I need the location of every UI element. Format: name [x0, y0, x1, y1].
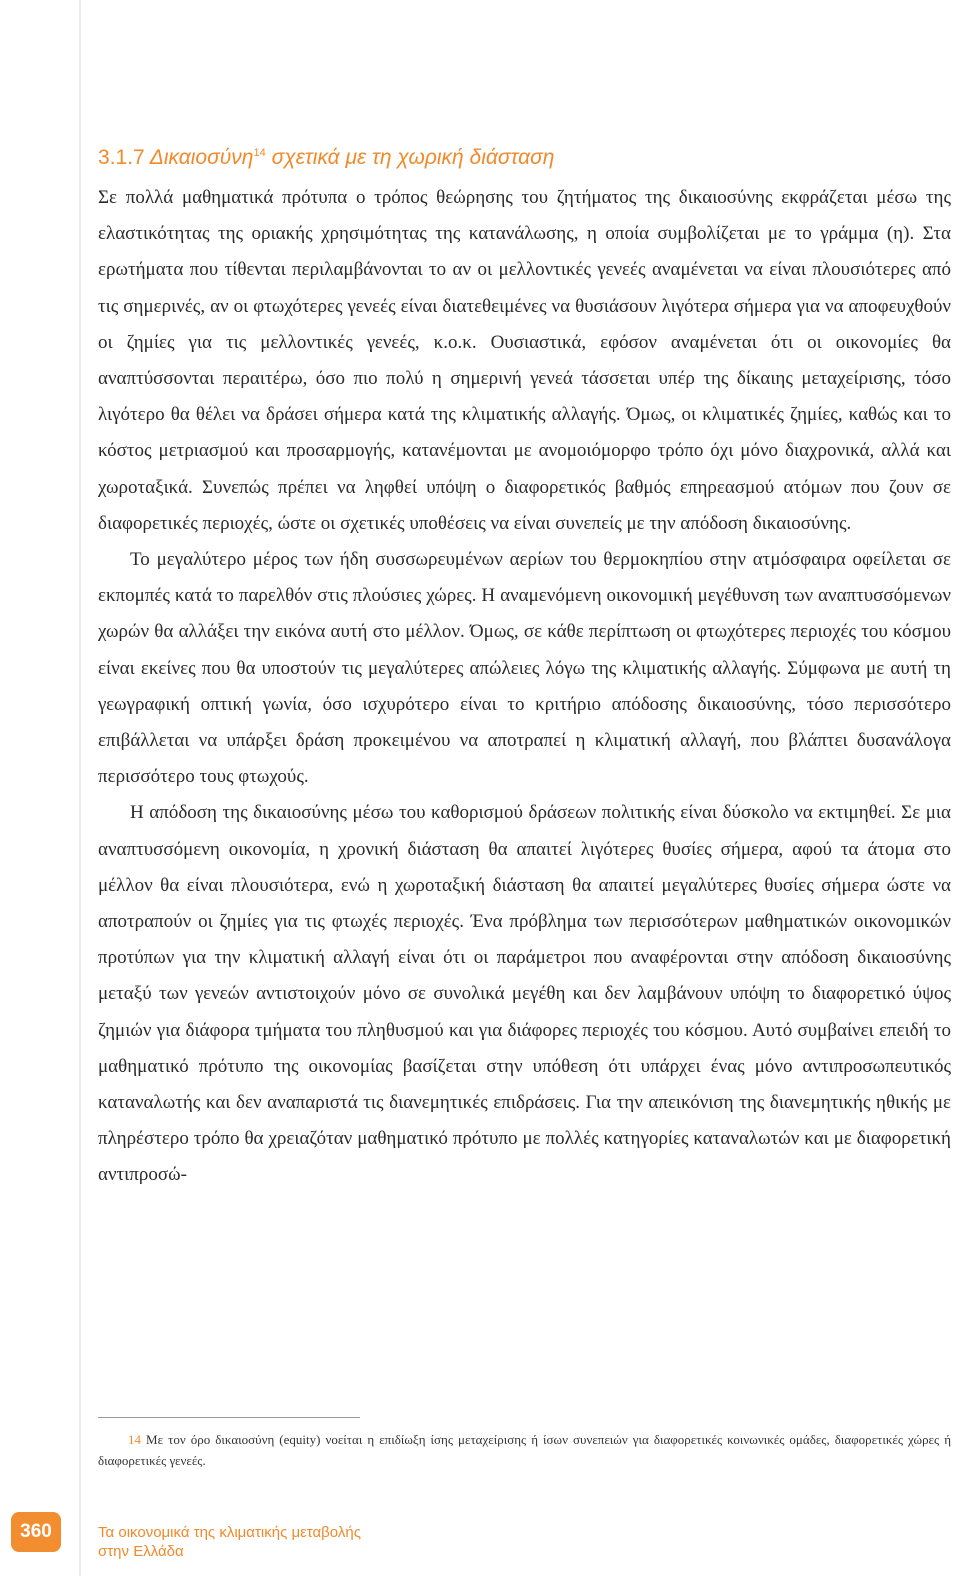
margin-rule [79, 0, 81, 1576]
book-title [98, 1523, 361, 1561]
section-title: Δικαιοσύνη [149, 146, 254, 169]
footnote-ref[interactable]: 14 [253, 147, 266, 159]
section-number: 3.1.7 [98, 146, 145, 169]
paragraph-1: Σε πολλά μαθηματικά πρότυπα ο τρόπος θεώρησης του ζητήματος της δικαιοσύνης εκφράζεται μέσω της ελαστικότητας της οριακής χρησιμότητας της κατανάλωσης, η οποία συμβολίζεται με το γράμμα (η). Στα ερωτήματα που τίθενται περιλαμβάνονται το αν οι μελλοντικές γενεές αναμένεται να είναι πλουσιότερες από τις σημερινές, αν οι φτωχότερες γενεές είναι διατεθειμένες να θυσιάσουν λιγότερα σήμερα για να αποφευχθούν οι ζημίες για τις μελλοντικές γενεές, κ.ο.κ. Ουσιαστικά, εφόσον αναμένεται ότι οι οικονομίες θα αναπτύσσονται περαιτέρω, όσο πιο πολύ η σημερινή γενεά τάσσεται υπέρ της δίκαιης μεταχείρισης, τόσο λιγότερο θα θέλει να δράσει σήμερα κατά της κλιματικής αλλαγής. Όμως, οι κλιματικές ζημίες, καθώς και το κόστος μετριασμού και προσαρμογής, κατανέμονται με ανομοιόμορφο τρόπο όχι μόνο διαχρονικά, αλλά και χωροταξικά. Συνεπώς πρέπει να ληφθεί υπόψη ο διαφορετικός βαθμός επηρεασμού ατόμων που ζουν σε διαφορετικές περιοχές, ώστε οι σχετικές υποθέσεις να είναι συνεπείς με την απόδοση δικαιοσύνης. [98, 187, 951, 534]
footnote-divider [98, 1417, 360, 1418]
footnote [98, 1429, 951, 1471]
book-title-line-2: στην Ελλάδα [98, 1543, 184, 1560]
page-number-badge: 360 [11, 1512, 61, 1552]
footnote-text: Με τον όρο δικαιοσύνη (equity) νοείται η επιδίωξη ίσης μεταχείρισης ή ίσων συνεπειών για διαφορετικές κοινωνικές ομάδες, διαφορετικές χώρες ή διαφορετικές γενεές. [98, 1432, 951, 1468]
section-title-rest: σχετικά με τη χωρική διάσταση [271, 146, 555, 169]
book-title-line-1: Τα οικονομικά της κλιματικής μεταβολής [98, 1524, 361, 1541]
footnote-number: 14 [128, 1432, 141, 1447]
section-heading [98, 146, 554, 170]
body-text [98, 180, 951, 1194]
paragraph-3: Η απόδοση της δικαιοσύνης μέσω του καθορισμού δράσεων πολιτικής είναι δύσκολο να εκτιμηθεί. Σε μια αναπτυσσόμενη οικονομία, η χρονική διάσταση θα απαιτεί λιγότερες θυσίες σήμερα, αφού τα άτομα στο μέλλον θα είναι πλουσιότερα, ενώ η χωροταξική διάσταση θα απαιτεί μεγαλύτερες θυσίες σήμερα ώστε να αποτραπούν οι ζημίες για τις φτωχές περιοχές. Ένα πρόβλημα των περισσότερων μαθηματικών οικονομικών προτύπων για την κλιματική αλλαγή είναι ότι οι παράμετροι που αναφέρονται στην απόδοση δικαιοσύνης μεταξύ των γενεών αντιστοιχούν μόνο σε συνολικά μεγέθη και δεν λαμβάνουν υπόψη το διαφορετικό ύψος ζημιών για διάφορα τμήματα του πληθυσμού και για διάφορες περιοχές του κόσμου. Αυτό συμβαίνει επειδή το μαθηματικό πρότυπο της οικονομίας βασίζεται στην υπόθεση ότι υπάρχει ένας μόνο αντιπροσωπευτικός καταναλωτής και δεν αναπαριστά τις διανεμητικές επιδράσεις. Για την απεικόνιση της διανεμητικής ηθικής με πληρέστερο τρόπο θα χρειαζόταν μαθηματικό πρότυπο με πολλές κατηγορίες καταναλωτών και με διαφορετική αντιπροσώ- [98, 802, 951, 1186]
paragraph-2: Το μεγαλύτερο μέρος των ήδη συσσωρευμένων αερίων του θερμοκηπίου στην ατμόσφαιρα οφείλεται σε εκπομπές κατά το παρελθόν στις πλούσιες χώρες. Η αναμενόμενη οικονομική μεγέθυνση των αναπτυσσόμενων χωρών θα αλλάξει την εικόνα αυτή στο μέλλον. Όμως, σε κάθε περίπτωση οι φτωχότερες περιοχές του κόσμου είναι εκείνες που θα υποστούν τις μεγαλύτερες απώλειες λόγω της κλιματικής αλλαγής. Σύμφωνα με αυτή τη γεωγραφική οπτική γωνία, όσο ισχυρότερο είναι το κριτήριο απόδοσης δικαιοσύνης, τόσο περισσότερο επιβάλλεται να υπάρξει δράση προκειμένου να αποτραπεί η κλιματική αλλαγή, που βλάπτει δυσανάλογα περισσότερο τους φτωχούς. [98, 549, 951, 788]
